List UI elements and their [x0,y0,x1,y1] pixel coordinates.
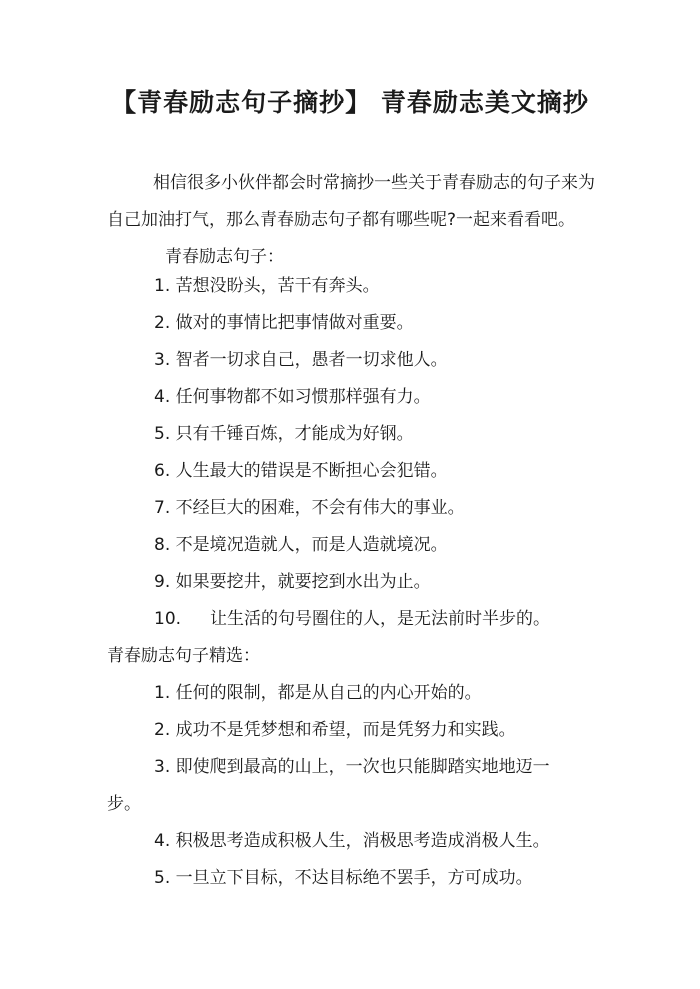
item-text: 人生最大的错误是不断担心会犯错。 [175,461,448,481]
item-number: 1. [154,276,171,296]
item-text-continuation: 步。 [107,794,141,814]
item-number: 2. [154,313,171,333]
item-number: 1. [154,683,171,703]
item-number: 3. [154,350,171,370]
list-item [107,490,607,527]
item-text: 积极思考造成积极人生，消极思考造成消极人生。 [175,831,550,851]
item-text: 不是境况造就人，而是人造就境况。 [175,535,448,555]
list-item [107,416,607,453]
item-number: 7. [154,498,171,518]
item-number: 4. [154,831,171,851]
list-item [107,342,607,379]
section-heading: 青春励志句子精选： [107,646,260,666]
item-text: 智者一切求自己，愚者一切求他人。 [175,350,448,370]
item-text: 让生活的句号圈住的人，是无法前时半步的。 [210,609,550,629]
list-item [107,860,607,897]
list-item [107,823,607,860]
item-text: 苦想没盼头，苦干有奔头。 [175,276,380,296]
item-number: 10. [154,609,182,629]
item-text: 如果要挖井，就要挖到水出为止。 [175,572,431,592]
item-number: 2. [154,720,171,740]
quote-list-2 [107,675,607,897]
list-item [107,527,607,564]
page-title: 【青春励志句子摘抄】 青春励志美文摘抄 [111,88,589,117]
list-item [107,749,607,823]
item-number: 5. [154,868,171,888]
intro-heading: 青春励志句子： [165,247,284,267]
item-text: 做对的事情比把事情做对重要。 [175,313,414,333]
list-item [107,675,607,712]
intro-text: 相信很多小伙伴都会时常摘抄一些关于青春励志的句子来为自己加油打气，那么青春励志句子都有哪些呢?一起来看看吧。 [107,173,595,230]
list-item [107,305,607,342]
item-text: 成功不是凭梦想和希望，而是凭努力和实践。 [175,720,516,740]
list-item [107,453,607,490]
list-item [107,379,607,416]
item-number: 5. [154,424,171,444]
list-item [107,601,607,638]
item-text: 任何事物都不如习惯那样强有力。 [175,387,431,407]
item-text: 只有千锤百炼，才能成为好钢。 [175,424,414,444]
item-number: 9. [154,572,171,592]
item-number: 6. [154,461,171,481]
list-item [107,564,607,601]
item-number: 8. [154,535,171,555]
item-text: 不经巨大的困难，不会有伟大的事业。 [175,498,465,518]
intro-paragraph [107,165,607,276]
item-text: 任何的限制，都是从自己的内心开始的。 [175,683,482,703]
item-number: 4. [154,387,171,407]
item-text: 一旦立下目标，不达目标绝不罢手，方可成功。 [175,868,533,888]
quote-list-1 [107,268,607,638]
item-number: 3. [154,757,171,777]
item-text: 即使爬到最高的山上，一次也只能脚踏实地地迈一 [175,757,550,777]
list-item [107,712,607,749]
list-item [107,268,607,305]
